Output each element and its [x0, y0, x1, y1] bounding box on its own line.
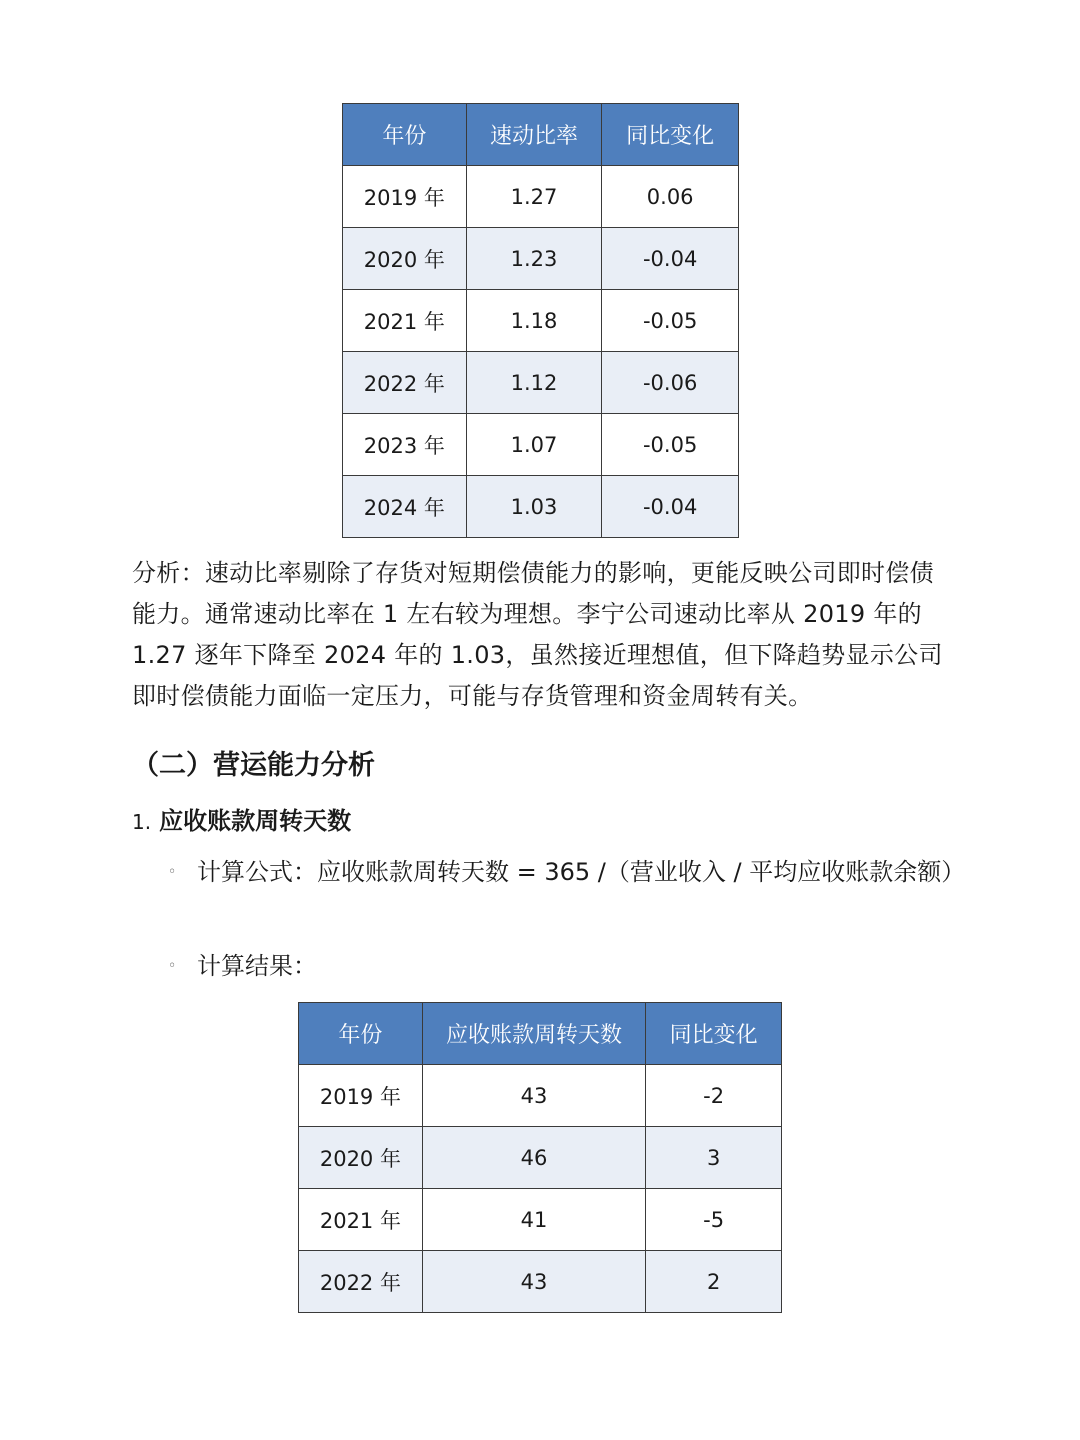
column-header-turnover-days: 应收账款周转天数: [422, 1003, 645, 1065]
table-row: [299, 1127, 782, 1189]
cell-year: 2022 年: [299, 1251, 423, 1313]
analysis-paragraph: 分析：速动比率剔除了存货对短期偿债能力的影响，更能反映公司即时偿债能力。通常速动比率在 1 左右较为理想。李宁公司速动比率从 2019 年的 1.27 逐年下降至 2024 年的 1.03，虽然接近理想值，但下降趋势显示公司即时偿债能力面临一定压力，可能与存货管理和资金周转有关。: [132, 559, 943, 710]
cell-yoy-change: -0.04: [602, 228, 739, 290]
cell-turnover-days: 46: [422, 1127, 645, 1189]
cell-year: 2022 年: [343, 352, 467, 414]
cell-turnover-days: 41: [422, 1189, 645, 1251]
table-row: [299, 1065, 782, 1127]
cell-yoy-change: 3: [646, 1127, 782, 1189]
column-header-quick-ratio: 速动比率: [466, 104, 602, 166]
cell-yoy-change: -2: [646, 1065, 782, 1127]
table-row: [343, 352, 739, 414]
bullet-marker-icon: ◦: [168, 864, 177, 880]
column-header-year: 年份: [343, 104, 467, 166]
cell-quick-ratio: 1.12: [466, 352, 602, 414]
table-row: [343, 476, 739, 538]
cell-yoy-change: 2: [646, 1251, 782, 1313]
section-heading: （二）营运能力分析: [132, 750, 375, 781]
bullet-formula: [168, 852, 966, 893]
cell-yoy-change: -0.04: [602, 476, 739, 538]
table-row: [299, 1189, 782, 1251]
cell-year: 2023 年: [343, 414, 467, 476]
cell-year: 2021 年: [299, 1189, 423, 1251]
cell-year: 2024 年: [343, 476, 467, 538]
cell-year: 2020 年: [299, 1127, 423, 1189]
cell-yoy-change: -0.06: [602, 352, 739, 414]
table-header-row: [343, 104, 739, 166]
table-row: [343, 290, 739, 352]
table-row: [343, 228, 739, 290]
column-header-yoy-change: 同比变化: [602, 104, 739, 166]
cell-year: 2019 年: [343, 166, 467, 228]
cell-quick-ratio: 1.03: [466, 476, 602, 538]
quick-ratio-table: [342, 103, 739, 538]
cell-turnover-days: 43: [422, 1065, 645, 1127]
cell-year: 2021 年: [343, 290, 467, 352]
cell-yoy-change: -5: [646, 1189, 782, 1251]
sub-heading-number: 1.: [132, 810, 152, 834]
cell-year: 2019 年: [299, 1065, 423, 1127]
cell-quick-ratio: 1.18: [466, 290, 602, 352]
table-row: [299, 1251, 782, 1313]
cell-quick-ratio: 1.07: [466, 414, 602, 476]
column-header-yoy-change: 同比变化: [646, 1003, 782, 1065]
bullet-formula-text: 计算公式：应收账款周转天数 = 365 /（营业收入 / 平均应收账款余额）: [197, 858, 966, 886]
bullet-result: [168, 946, 957, 987]
sub-heading: [132, 802, 351, 841]
cell-yoy-change: 0.06: [602, 166, 739, 228]
cell-yoy-change: -0.05: [602, 414, 739, 476]
table-row: [343, 414, 739, 476]
cell-quick-ratio: 1.27: [466, 166, 602, 228]
bullet-marker-icon: ◦: [168, 958, 177, 974]
cell-year: 2020 年: [343, 228, 467, 290]
table-header-row: [299, 1003, 782, 1065]
column-header-year: 年份: [299, 1003, 423, 1065]
receivable-turnover-table: [298, 1002, 782, 1313]
table-row: [343, 166, 739, 228]
cell-quick-ratio: 1.23: [466, 228, 602, 290]
cell-turnover-days: 43: [422, 1251, 645, 1313]
bullet-result-text: 计算结果：: [197, 952, 317, 980]
cell-yoy-change: -0.05: [602, 290, 739, 352]
sub-heading-title: 应收账款周转天数: [159, 807, 352, 835]
